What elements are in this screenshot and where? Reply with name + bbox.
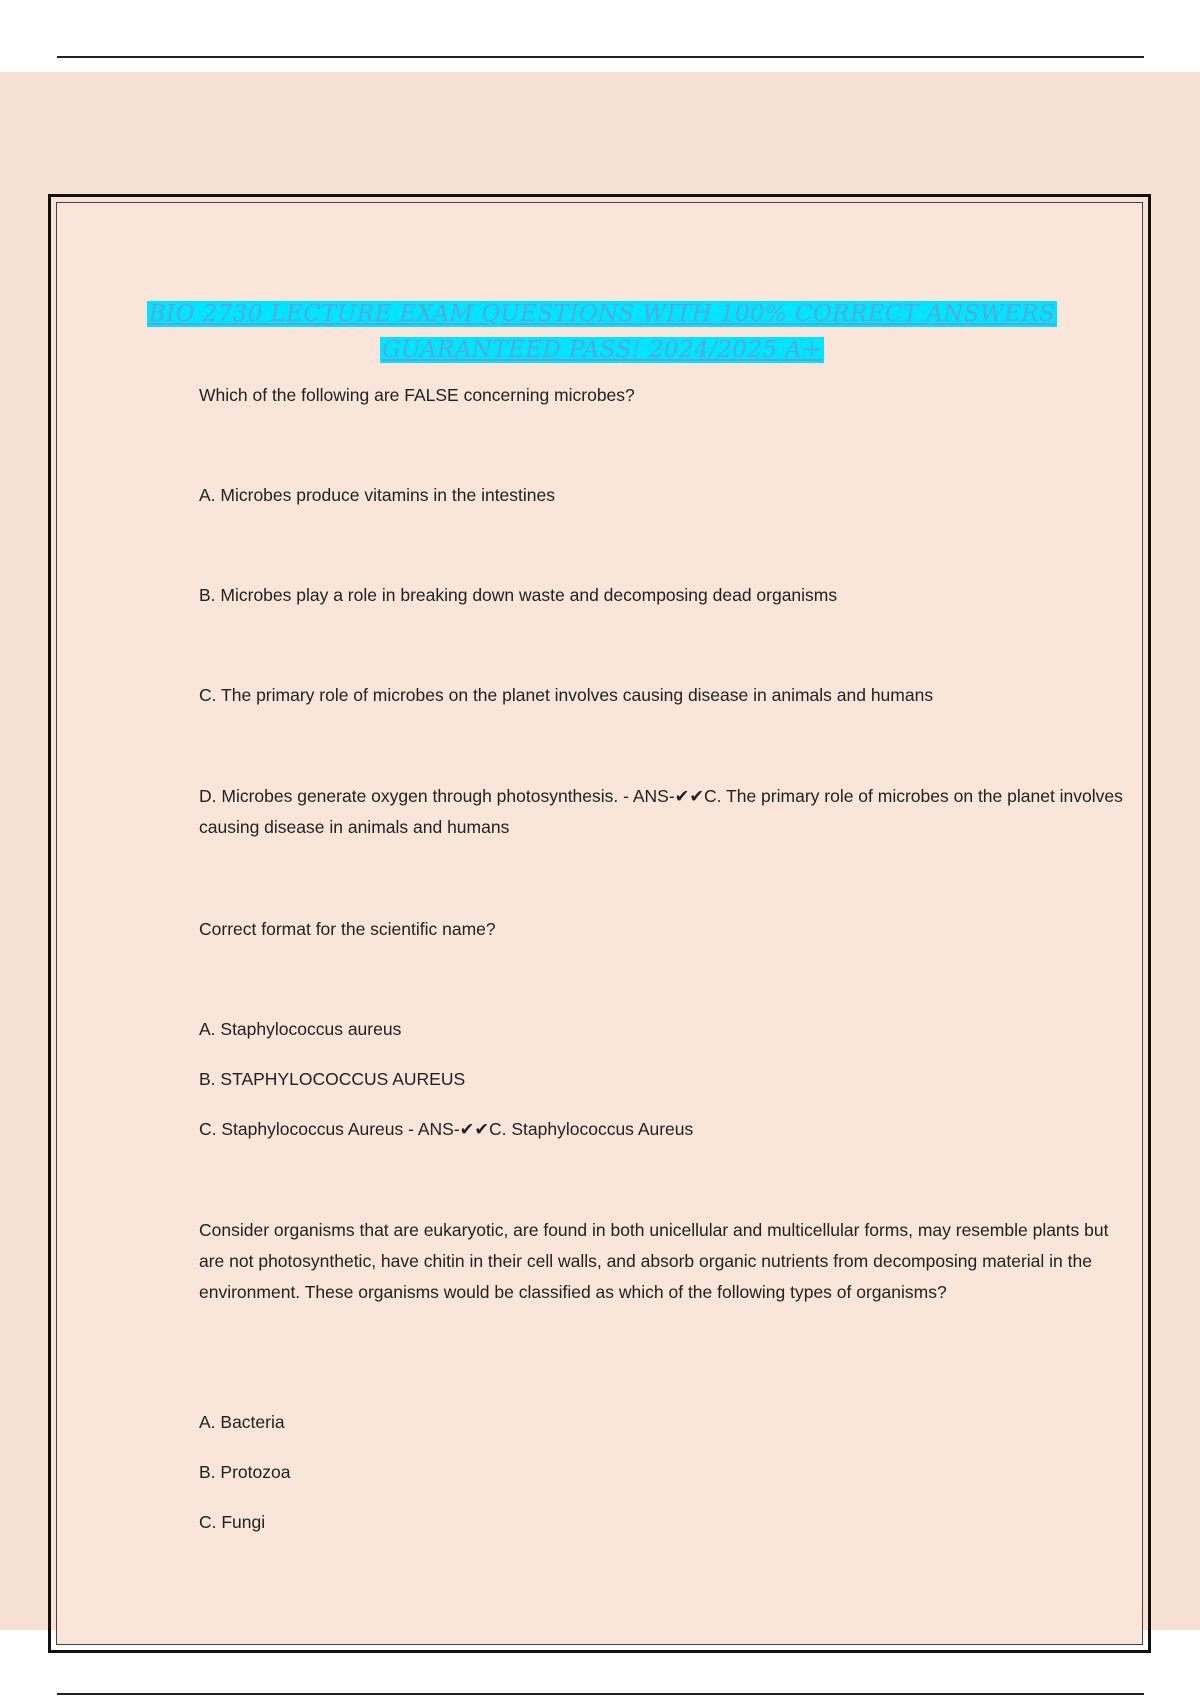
- q2-option-a: A. Staphylococcus aureus: [199, 1019, 402, 1039]
- header-rule: [57, 56, 1144, 58]
- document-title: BIO 2730 LECTURE EXAM QUESTIONS WITH 100% CORRECT ANSWERS GUARANTEED PASS! 2024/2025 A+: [148, 301, 1056, 363]
- q2-question: Correct format for the scientific name?: [199, 919, 496, 939]
- q1-option-c: C. The primary role of microbes on the planet involves causing disease in animals and humans: [199, 685, 934, 705]
- footer-rule: [57, 1693, 1144, 1695]
- q3-option-b: B. Protozoa: [199, 1462, 291, 1482]
- q2-option-b: B. STAPHYLOCOCCUS AUREUS: [199, 1069, 466, 1089]
- page-content: [56, 202, 1143, 1645]
- q1-question: Which of the following are FALSE concerning microbes?: [199, 385, 635, 405]
- q3-option-c: C. Fungi: [199, 1512, 266, 1532]
- page-background: [0, 72, 1200, 1630]
- q2-option-c-answer: C. Staphylococcus Aureus - ANS-✔✔C. Staphylococcus Aureus: [199, 1119, 694, 1139]
- q3-question: Consider organisms that are eukaryotic, are found in both unicellular and multicellular forms, may resemble plants but are not photosynthetic, have chitin in their cell walls, and absorb organic nutrients from decomposing material in the environment. These organisms would be classified as which of the following types of organisms?: [199, 1220, 1114, 1302]
- q1-option-b: B. Microbes play a role in breaking down waste and decomposing dead organisms: [199, 585, 838, 605]
- page-border: [48, 194, 1151, 1653]
- q1-option-a: A. Microbes produce vitamins in the intestines: [199, 485, 555, 505]
- q1-option-d-answer: D. Microbes generate oxygen through photosynthesis. - ANS-✔✔C. The primary role of microbes on the planet involves causing disease in animals and humans: [199, 786, 1128, 837]
- q3-option-a: A. Bacteria: [199, 1412, 285, 1432]
